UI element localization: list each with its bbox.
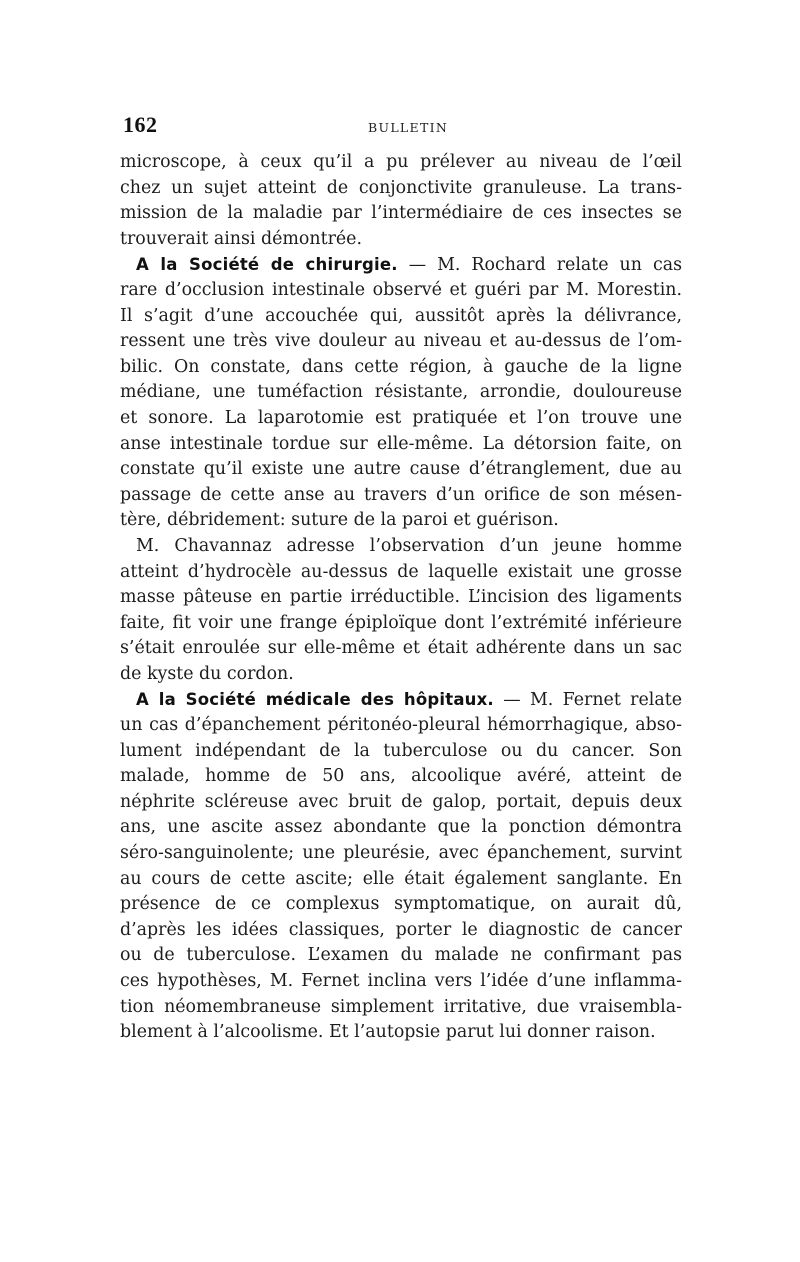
text-line: tère, débridement: suture de la paroi et guérison. — [120, 510, 559, 531]
text-line: trouverait ainsi démontrée. — [120, 228, 362, 249]
text-line: d’après les idées classiques, porter le diagnostic de cancer — [120, 919, 682, 940]
text-line: ou de tuberculose. L’examen du malade ne confirmant pas — [120, 945, 682, 966]
text-line: ans, une ascite assez abondante que la ponction démontra — [120, 817, 682, 838]
text-line: malade, homme de 50 ans, alcoolique avéré, atteint de — [120, 766, 682, 787]
text-line: microscope, à ceux qu’il a pu prélever au niveau de l’œil — [120, 152, 682, 172]
text-line: tion néomembraneuse simplement irritative, due vraisembla- — [120, 996, 682, 1017]
text-line: ressent une très vive douleur au niveau et au-dessus de l’om- — [120, 331, 682, 352]
section-heading: A la Société de chirurgie. — [136, 255, 398, 275]
text-line: mission de la maladie par l’intermédiaire de ces insectes se — [120, 203, 682, 224]
text-line: néphrite scléreuse avec bruit de galop, portait, depuis deux — [120, 791, 682, 812]
text-line: bilic. On constate, dans cette région, à gauche de la ligne — [120, 356, 682, 377]
text-line: médiane, une tuméfaction résistante, arrondie, douloureuse — [120, 382, 682, 403]
section-heading-line — [120, 252, 682, 278]
text-line-rest: — M. Fernet relate — [493, 690, 682, 711]
text-line: ces hypothèses, M. Fernet inclina vers l’idée d’une inflamma- — [120, 971, 682, 991]
text-line: de kyste du cordon. — [120, 663, 294, 684]
text-line: lument indépendant de la tuberculose ou du cancer. Son — [120, 740, 682, 761]
text-line: passage de cette anse au travers d’un orifice de son mésen- — [120, 484, 682, 505]
text-line: rare d’occlusion intestinale observé et guéri par M. Morestin. — [120, 279, 682, 300]
text-line: constate qu’il existe une autre cause d’étranglement, due au — [120, 459, 682, 480]
text-line: séro-sanguinolente; une pleurésie, avec épanchement, survint — [120, 843, 682, 864]
text-line: atteint d’hydrocèle au-dessus de laquelle existait une grosse — [120, 561, 682, 582]
running-title: BULLETIN — [368, 120, 449, 135]
text-line: présence de ce complexus symptomatique, on aurait dû, — [120, 894, 682, 915]
text-line: faite, fit voir une frange épiploïque dont l’extrémité inférieure — [120, 612, 682, 633]
text-line: chez un sujet atteint de conjonctivite granuleuse. La trans- — [120, 177, 682, 198]
section-heading-line — [120, 687, 682, 713]
text-line: M. Chavannaz adresse l’observation d’un jeune homme — [136, 535, 682, 556]
section-heading: A la Société médicale des hôpitaux. — [136, 690, 494, 710]
page-number: 162 — [123, 112, 158, 137]
text-line-rest: — M. Rochard relate un cas — [397, 255, 682, 276]
text-line: et sonore. La laparotomie est pratiquée et l’on trouve une — [120, 407, 682, 428]
text-line: anse intestinale tordue sur elle-même. La détorsion faite, on — [120, 433, 682, 454]
text-line: blement à l’alcoolisme. Et l’autopsie parut lui donner raison. — [120, 1022, 656, 1043]
text-line: un cas d’épanchement péritonéo-pleural hémorrhagique, abso- — [120, 715, 682, 736]
text-line: au cours de cette ascite; elle était également sanglante. En — [120, 868, 682, 889]
body-text — [120, 150, 682, 1046]
text-line: s’était enroulée sur elle-même et était adhérente dans un sac — [120, 638, 682, 659]
text-line: Il s’agit d’une accouchée qui, aussitôt après la délivrance, — [120, 305, 682, 326]
text-line: masse pâteuse en partie irréductible. L’incision des ligaments — [120, 587, 682, 608]
